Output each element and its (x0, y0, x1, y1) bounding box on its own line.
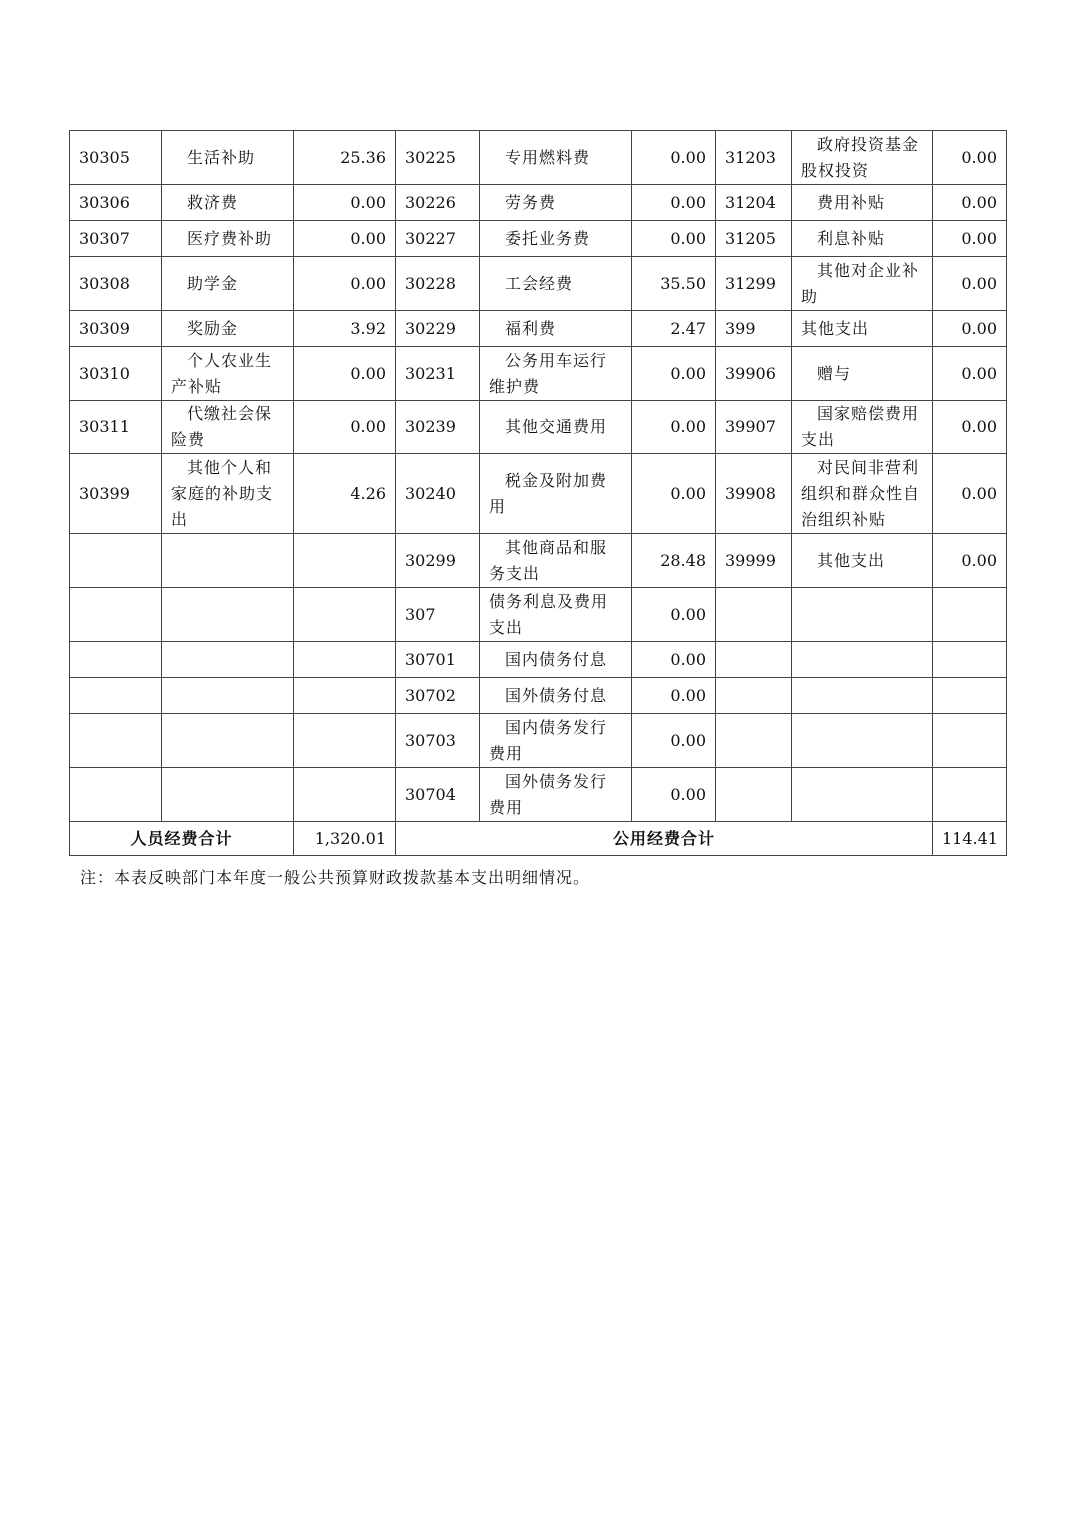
item-name-3: 国家赔偿费用支出 (792, 401, 933, 454)
item-name-3: 政府投资基金股权投资 (792, 131, 933, 185)
item-code-2: 30229 (396, 311, 480, 347)
item-code-2: 30702 (396, 678, 480, 714)
item-code-1: 30309 (70, 311, 162, 347)
item-name-3: 其他支出 (792, 534, 933, 588)
item-amount-3 (933, 678, 1007, 714)
item-amount-2: 0.00 (632, 401, 716, 454)
item-amount-1: 0.00 (294, 347, 396, 401)
item-code-3: 31203 (716, 131, 792, 185)
item-amount-2: 0.00 (632, 678, 716, 714)
item-code-3: 31299 (716, 257, 792, 311)
item-code-1 (70, 642, 162, 678)
item-name-2: 债务利息及费用支出 (480, 588, 632, 642)
item-code-2: 30228 (396, 257, 480, 311)
item-name-3 (792, 642, 933, 678)
item-name-1 (162, 642, 294, 678)
item-name-2: 税金及附加费用 (480, 454, 632, 534)
item-code-1: 30305 (70, 131, 162, 185)
item-code-3: 31204 (716, 185, 792, 221)
item-amount-3: 0.00 (933, 131, 1007, 185)
item-code-1 (70, 678, 162, 714)
item-amount-2: 28.48 (632, 534, 716, 588)
item-code-1 (70, 714, 162, 768)
item-code-2: 30240 (396, 454, 480, 534)
table-row (70, 185, 1007, 221)
item-code-3 (716, 714, 792, 768)
item-name-1 (162, 768, 294, 822)
item-amount-1: 0.00 (294, 257, 396, 311)
item-amount-2: 0.00 (632, 131, 716, 185)
item-amount-2: 0.00 (632, 347, 716, 401)
item-amount-3: 0.00 (933, 185, 1007, 221)
table-row (70, 257, 1007, 311)
item-code-3: 39906 (716, 347, 792, 401)
table-body (70, 131, 1007, 822)
item-code-2: 30231 (396, 347, 480, 401)
item-code-1: 30308 (70, 257, 162, 311)
public-total-value: 114.41 (933, 822, 1007, 856)
item-amount-3: 0.00 (933, 221, 1007, 257)
item-name-1: 生活补助 (162, 131, 294, 185)
table-row (70, 534, 1007, 588)
item-amount-1: 0.00 (294, 185, 396, 221)
item-name-3: 其他支出 (792, 311, 933, 347)
item-name-1: 助学金 (162, 257, 294, 311)
item-amount-1: 4.26 (294, 454, 396, 534)
item-name-2: 其他商品和服务支出 (480, 534, 632, 588)
item-amount-1 (294, 678, 396, 714)
item-name-3 (792, 678, 933, 714)
item-name-2: 其他交通费用 (480, 401, 632, 454)
item-code-1: 30399 (70, 454, 162, 534)
item-amount-2: 0.00 (632, 714, 716, 768)
item-name-3: 费用补贴 (792, 185, 933, 221)
item-name-2: 福利费 (480, 311, 632, 347)
item-amount-3: 0.00 (933, 401, 1007, 454)
item-amount-3: 0.00 (933, 454, 1007, 534)
item-code-1: 30307 (70, 221, 162, 257)
table-row (70, 311, 1007, 347)
item-name-2: 公务用车运行维护费 (480, 347, 632, 401)
item-amount-3: 0.00 (933, 257, 1007, 311)
item-name-2: 国外债务付息 (480, 678, 632, 714)
item-code-2: 30225 (396, 131, 480, 185)
item-amount-3: 0.00 (933, 311, 1007, 347)
item-name-2: 工会经费 (480, 257, 632, 311)
item-name-3 (792, 768, 933, 822)
item-name-3: 利息补贴 (792, 221, 933, 257)
table-row (70, 401, 1007, 454)
item-amount-3 (933, 642, 1007, 678)
item-code-2: 30701 (396, 642, 480, 678)
table-row (70, 588, 1007, 642)
budget-detail-table (69, 130, 1007, 856)
item-name-2: 专用燃料费 (480, 131, 632, 185)
item-name-1 (162, 534, 294, 588)
table-row (70, 768, 1007, 822)
item-name-1: 其他个人和家庭的补助支出 (162, 454, 294, 534)
item-name-2: 劳务费 (480, 185, 632, 221)
item-amount-2: 0.00 (632, 768, 716, 822)
item-amount-2: 2.47 (632, 311, 716, 347)
item-code-1: 30311 (70, 401, 162, 454)
item-name-2: 国外债务发行费用 (480, 768, 632, 822)
item-code-1: 30310 (70, 347, 162, 401)
item-code-3 (716, 642, 792, 678)
item-amount-1: 3.92 (294, 311, 396, 347)
item-name-3: 赠与 (792, 347, 933, 401)
item-name-3: 其他对企业补助 (792, 257, 933, 311)
item-amount-1: 25.36 (294, 131, 396, 185)
item-name-1: 救济费 (162, 185, 294, 221)
item-code-3: 39907 (716, 401, 792, 454)
item-amount-3 (933, 714, 1007, 768)
item-amount-1 (294, 588, 396, 642)
table-row (70, 221, 1007, 257)
item-amount-2: 0.00 (632, 221, 716, 257)
table-row (70, 678, 1007, 714)
table-row (70, 131, 1007, 185)
item-code-2: 30227 (396, 221, 480, 257)
item-amount-2: 0.00 (632, 642, 716, 678)
item-amount-3: 0.00 (933, 534, 1007, 588)
item-name-1: 奖励金 (162, 311, 294, 347)
item-name-2: 国内债务发行费用 (480, 714, 632, 768)
item-amount-1 (294, 534, 396, 588)
item-amount-2: 0.00 (632, 454, 716, 534)
item-name-2: 国内债务付息 (480, 642, 632, 678)
item-code-2: 307 (396, 588, 480, 642)
item-code-3 (716, 678, 792, 714)
totals-row (70, 822, 1007, 856)
item-amount-1: 0.00 (294, 221, 396, 257)
item-amount-3 (933, 768, 1007, 822)
item-code-3 (716, 768, 792, 822)
item-amount-2: 35.50 (632, 257, 716, 311)
item-name-1 (162, 678, 294, 714)
table-row (70, 642, 1007, 678)
item-name-1: 个人农业生产补贴 (162, 347, 294, 401)
item-amount-3: 0.00 (933, 347, 1007, 401)
item-code-3: 39999 (716, 534, 792, 588)
item-code-2: 30299 (396, 534, 480, 588)
item-name-1 (162, 588, 294, 642)
item-amount-2: 0.00 (632, 185, 716, 221)
item-code-3: 31205 (716, 221, 792, 257)
item-code-2: 30226 (396, 185, 480, 221)
item-name-1: 代缴社会保险费 (162, 401, 294, 454)
personnel-total-label: 人员经费合计 (70, 822, 294, 856)
item-amount-2: 0.00 (632, 588, 716, 642)
item-name-3 (792, 714, 933, 768)
table-footnote: 注：本表反映部门本年度一般公共预算财政拨款基本支出明细情况。 (80, 868, 591, 887)
table-row (70, 347, 1007, 401)
item-name-1 (162, 714, 294, 768)
item-code-3 (716, 588, 792, 642)
table-row (70, 714, 1007, 768)
item-code-3: 399 (716, 311, 792, 347)
item-code-2: 30239 (396, 401, 480, 454)
item-code-2: 30703 (396, 714, 480, 768)
item-code-3: 39908 (716, 454, 792, 534)
item-name-2: 委托业务费 (480, 221, 632, 257)
item-code-2: 30704 (396, 768, 480, 822)
item-name-1: 医疗费补助 (162, 221, 294, 257)
item-amount-1: 0.00 (294, 401, 396, 454)
item-amount-1 (294, 714, 396, 768)
item-amount-1 (294, 642, 396, 678)
item-amount-3 (933, 588, 1007, 642)
public-total-label: 公用经费合计 (396, 822, 933, 856)
item-code-1 (70, 588, 162, 642)
item-name-3 (792, 588, 933, 642)
table-row (70, 454, 1007, 534)
item-code-1 (70, 534, 162, 588)
personnel-total-value: 1,320.01 (294, 822, 396, 856)
item-code-1: 30306 (70, 185, 162, 221)
item-code-1 (70, 768, 162, 822)
item-amount-1 (294, 768, 396, 822)
item-name-3: 对民间非营利组织和群众性自治组织补贴 (792, 454, 933, 534)
